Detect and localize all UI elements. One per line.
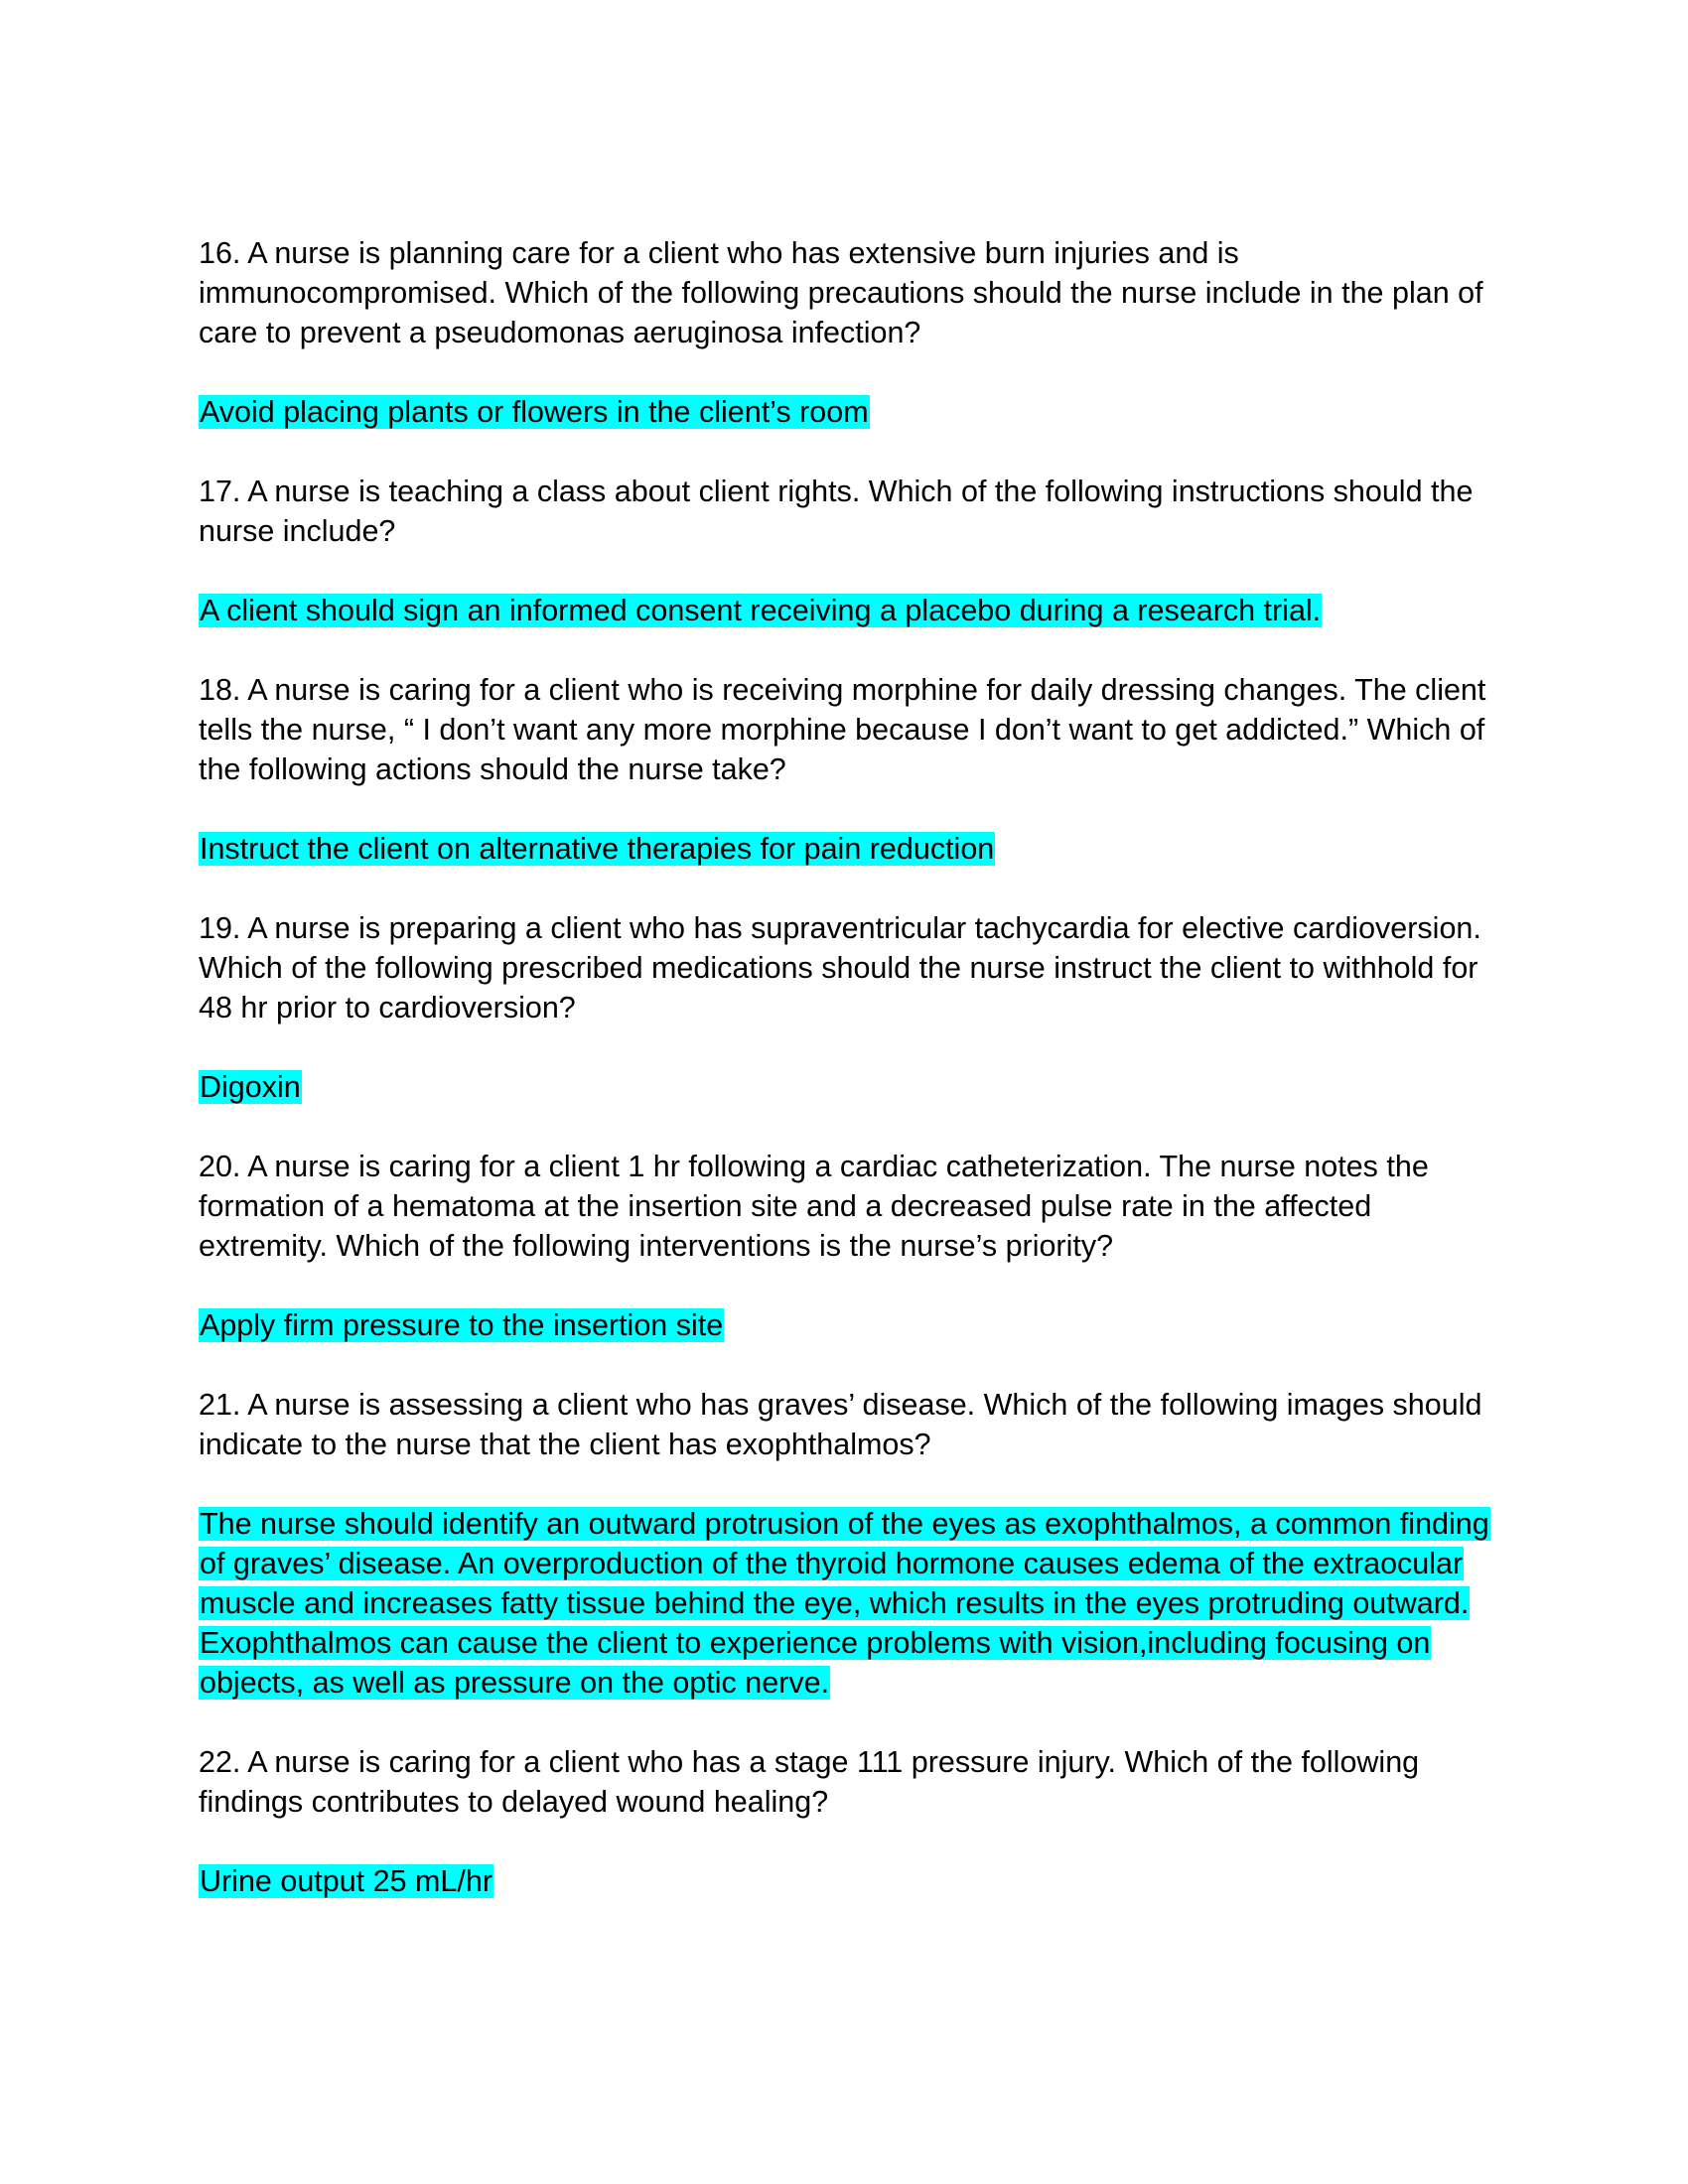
- question-item-21: [199, 1385, 1499, 1703]
- answer-text: [199, 1067, 1499, 1107]
- answer-highlight: Avoid placing plants or flowers in the client’s room: [200, 395, 869, 429]
- answer-highlight: Apply firm pressure to the insertion site: [200, 1308, 724, 1342]
- question-item-17: [199, 472, 1499, 630]
- question-item-22: [199, 1742, 1499, 1901]
- question-text: 18. A nurse is caring for a client who is receiving morphine for daily dressing changes. The client tells the nurse, “ I don’t want any more morphine because I don’t want to get addicted.” Which of the following actions should the nurse take?: [199, 673, 1486, 786]
- question-text: 22. A nurse is caring for a client who has a stage 111 pressure injury. Which of the following findings contributes to delayed wound healing?: [199, 1745, 1420, 1819]
- answer-text: [199, 392, 1499, 432]
- question-item-19: [199, 908, 1499, 1107]
- answer-highlight: Digoxin: [200, 1070, 301, 1104]
- question-text: 20. A nurse is caring for a client 1 hr following a cardiac catheterization. The nurse notes the formation of a hematoma at the insertion site and a decreased pulse rate in the affected extremity. Which of the following interventions is the nurse’s priority?: [199, 1150, 1429, 1263]
- answer-text: [199, 1861, 1499, 1901]
- question-list: [199, 233, 1499, 1941]
- answer-text: [199, 1305, 1499, 1345]
- question-item-20: [199, 1147, 1499, 1345]
- answer-text: [199, 1504, 1499, 1703]
- answer-highlight: Urine output 25 mL/hr: [200, 1864, 492, 1898]
- answer-highlight: Instruct the client on alternative therapies for pain reduction: [200, 832, 995, 866]
- answer-text: [199, 829, 1499, 869]
- answer-text: [199, 591, 1499, 630]
- question-text: 19. A nurse is preparing a client who has supraventricular tachycardia for elective cardioversion. Which of the following prescribed medications should the nurse instruct the client to withhold for 48 hr prior to cardioversion?: [199, 911, 1481, 1024]
- answer-highlight: A client should sign an informed consent receiving a placebo during a research trial.: [200, 594, 1322, 627]
- answer-highlight: The nurse should identify an outward protrusion of the eyes as exophthalmos, a common finding of graves’ disease. An overproduction of the thyroid hormone causes edema of the extraocular muscle and increases fatty tissue behind the eye, which results in the eyes protruding outward. Exophthalmos can cause the client to experience problems with vision,including focusing on objects, as well as pressure on the optic nerve.: [200, 1507, 1489, 1700]
- question-text: 16. A nurse is planning care for a client who has extensive burn injuries and is immunocompromised. Which of the following precautions should the nurse include in the plan of care to prevent a pseudomonas aeruginosa infection?: [199, 236, 1483, 349]
- question-text: 17. A nurse is teaching a class about client rights. Which of the following instructions should the nurse include?: [199, 475, 1474, 548]
- question-text: 21. A nurse is assessing a client who has graves’ disease. Which of the following images should indicate to the nurse that the client has exophthalmos?: [199, 1388, 1482, 1461]
- question-item-16: [199, 233, 1499, 432]
- question-item-18: [199, 670, 1499, 869]
